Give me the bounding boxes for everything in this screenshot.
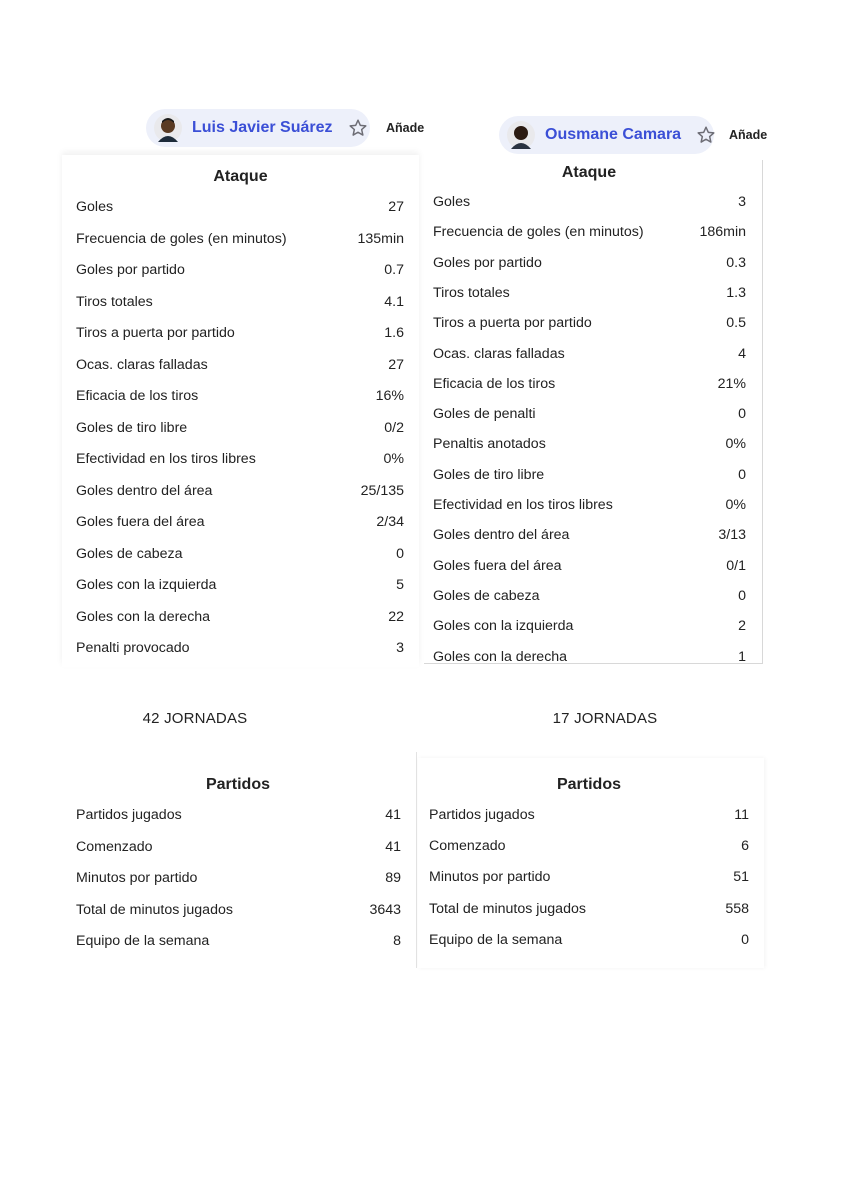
player-chip-right[interactable]	[499, 116, 714, 154]
stat-value: 0	[738, 466, 746, 483]
player-chip-left[interactable]	[146, 109, 370, 147]
stat-value: 27	[388, 356, 404, 373]
stat-row	[433, 588, 746, 604]
stat-row	[433, 618, 746, 634]
stat-label: Goles por partido	[76, 262, 185, 278]
stat-label: Goles fuera del área	[433, 557, 562, 574]
stat-label: Eficacia de los tiros	[76, 388, 199, 404]
stat-row	[76, 902, 401, 918]
stat-label: Minutos por partido	[76, 870, 198, 886]
stat-value: 41	[385, 807, 401, 823]
stat-row	[433, 224, 746, 240]
stat-label: Equipo de la semana	[76, 933, 210, 949]
divider	[416, 752, 417, 968]
stat-value: 2	[738, 618, 746, 635]
stat-label: Comenzado	[76, 838, 153, 855]
stat-row	[76, 546, 404, 562]
player-name[interactable]: Ousmane Camara	[545, 126, 682, 143]
stat-label: Partidos jugados	[429, 807, 535, 823]
stat-row	[76, 933, 401, 949]
stat-value: 0%	[725, 497, 746, 513]
stat-row	[433, 497, 746, 513]
stat-label: Goles por partido	[433, 254, 542, 271]
stat-row	[76, 325, 404, 341]
stat-label: Ocas. claras falladas	[76, 356, 208, 373]
stat-value: 3643	[369, 901, 401, 918]
stat-value: 51	[733, 869, 749, 886]
stat-value: 16%	[375, 388, 404, 404]
stat-row	[76, 483, 404, 499]
stat-value: 3	[396, 640, 404, 656]
stat-value: 558	[725, 900, 749, 917]
stat-row	[76, 839, 401, 855]
stat-label: Frecuencia de goles (en minutos)	[76, 230, 287, 247]
stat-row	[76, 199, 404, 215]
stat-row	[76, 388, 404, 404]
stat-value: 22	[388, 608, 404, 625]
player-name[interactable]: Luis Javier Suárez	[192, 119, 333, 136]
stat-row	[76, 357, 404, 373]
stat-value: 4	[738, 345, 746, 362]
stat-row	[76, 514, 404, 530]
stat-row	[433, 527, 746, 543]
stat-value: 0	[396, 545, 404, 562]
stat-row	[433, 194, 746, 210]
stat-value: 135min	[357, 230, 404, 247]
stat-value: 0/1	[726, 557, 746, 574]
stat-row	[76, 420, 404, 436]
section-title-matches: Partidos	[205, 776, 270, 793]
stat-label: Goles de cabeza	[433, 587, 540, 604]
stat-value: 8	[393, 933, 401, 949]
stat-row	[76, 451, 404, 467]
stat-row	[429, 807, 749, 823]
stat-value: 11	[734, 807, 749, 823]
stat-value: 0.7	[384, 262, 404, 278]
stat-label: Tiros a puerta por partido	[76, 325, 235, 341]
matches-panel-left	[62, 758, 416, 968]
stat-label: Efectividad en los tiros libres	[433, 497, 613, 513]
attack-panel-right	[424, 160, 763, 664]
stat-row	[433, 376, 746, 392]
stat-row	[429, 838, 749, 854]
stat-label: Frecuencia de goles (en minutos)	[433, 224, 644, 241]
matchdays-count-left: 42 JORNADAS	[142, 710, 248, 727]
attack-panel-left	[62, 155, 419, 667]
stat-label: Goles con la derecha	[433, 648, 568, 665]
stat-row	[429, 932, 749, 948]
stat-value: 6	[741, 838, 749, 855]
stat-value: 0.5	[726, 315, 746, 332]
stat-row	[429, 869, 749, 885]
stat-label: Tiros a puerta por partido	[433, 315, 592, 332]
stat-value: 41	[385, 838, 401, 855]
stat-label: Penaltis anotados	[433, 436, 546, 453]
stat-label: Goles dentro del área	[76, 482, 213, 499]
stat-label: Goles dentro del área	[433, 527, 570, 544]
stat-label: Goles de tiro libre	[76, 419, 188, 436]
stat-row	[76, 231, 404, 247]
stat-label: Goles de cabeza	[76, 545, 183, 562]
stat-label: Goles con la izquierda	[433, 618, 574, 635]
stat-label: Comenzado	[429, 838, 506, 855]
stat-row	[433, 436, 746, 452]
stat-label: Goles de tiro libre	[433, 466, 545, 483]
stat-value: 89	[385, 870, 401, 886]
stat-label: Goles	[433, 194, 471, 210]
stat-row	[76, 294, 404, 310]
stat-value: 1.6	[384, 325, 404, 341]
stat-label: Equipo de la semana	[429, 931, 563, 948]
stat-label: Partidos jugados	[76, 807, 182, 823]
stat-row	[429, 901, 749, 917]
stat-row	[433, 285, 746, 301]
star-icon[interactable]	[347, 117, 369, 139]
stat-label: Tiros totales	[433, 284, 510, 301]
section-title-attack: Ataque	[213, 168, 268, 185]
stat-label: Total de minutos jugados	[429, 900, 586, 917]
stat-value: 0/2	[384, 419, 404, 436]
stat-row	[433, 315, 746, 331]
stat-label: Goles	[76, 199, 114, 215]
stat-label: Ocas. claras falladas	[433, 345, 565, 362]
stat-row	[76, 577, 404, 593]
stat-row	[433, 255, 746, 271]
matchdays-count-right: 17 JORNADAS	[552, 710, 658, 727]
player-avatar-icon	[507, 121, 535, 149]
stat-row	[433, 406, 746, 422]
stat-value: 0	[738, 587, 746, 604]
stat-label: Goles fuera del área	[76, 514, 205, 530]
section-title-attack: Ataque	[561, 164, 617, 181]
stat-row	[433, 346, 746, 362]
stat-row	[76, 262, 404, 278]
stat-value: 2/34	[376, 514, 404, 530]
stat-label: Goles con la derecha	[76, 608, 211, 625]
stat-row	[76, 870, 401, 886]
stat-value: 21%	[717, 375, 746, 392]
stat-value: 186min	[699, 224, 746, 241]
add-button[interactable]: Añade	[729, 128, 768, 142]
star-icon[interactable]	[695, 124, 717, 146]
stat-value: 0.3	[726, 254, 746, 271]
stat-value: 5	[396, 577, 404, 593]
stat-value: 4.1	[384, 293, 404, 310]
stat-value: 27	[388, 199, 404, 215]
stat-value: 1	[738, 648, 746, 665]
stat-value: 0	[738, 406, 746, 423]
stat-row	[76, 609, 404, 625]
stat-row	[433, 467, 746, 483]
stat-label: Total de minutos jugados	[76, 901, 233, 918]
stat-label: Efectividad en los tiros libres	[76, 451, 256, 467]
stat-value: 1.3	[726, 284, 746, 301]
stat-label: Eficacia de los tiros	[433, 375, 556, 392]
stat-row	[76, 807, 401, 823]
player-avatar-icon	[154, 114, 182, 142]
stat-label: Goles de penalti	[433, 406, 536, 423]
stat-value: 3	[738, 194, 746, 210]
stat-row	[433, 649, 746, 665]
stat-row	[76, 640, 404, 656]
section-title-matches: Partidos	[556, 776, 621, 793]
matches-panel-right	[418, 758, 764, 968]
stat-row	[433, 558, 746, 574]
stat-label: Goles con la izquierda	[76, 577, 217, 593]
stat-label: Tiros totales	[76, 293, 153, 310]
stat-label: Penalti provocado	[76, 640, 190, 656]
stat-value: 0%	[383, 451, 404, 467]
stat-value: 3/13	[718, 527, 746, 544]
stat-label: Minutos por partido	[429, 869, 551, 886]
stat-value: 0%	[725, 436, 746, 453]
add-button[interactable]: Añade	[386, 121, 425, 135]
stat-value: 25/135	[360, 482, 404, 499]
stat-value: 0	[741, 931, 749, 948]
